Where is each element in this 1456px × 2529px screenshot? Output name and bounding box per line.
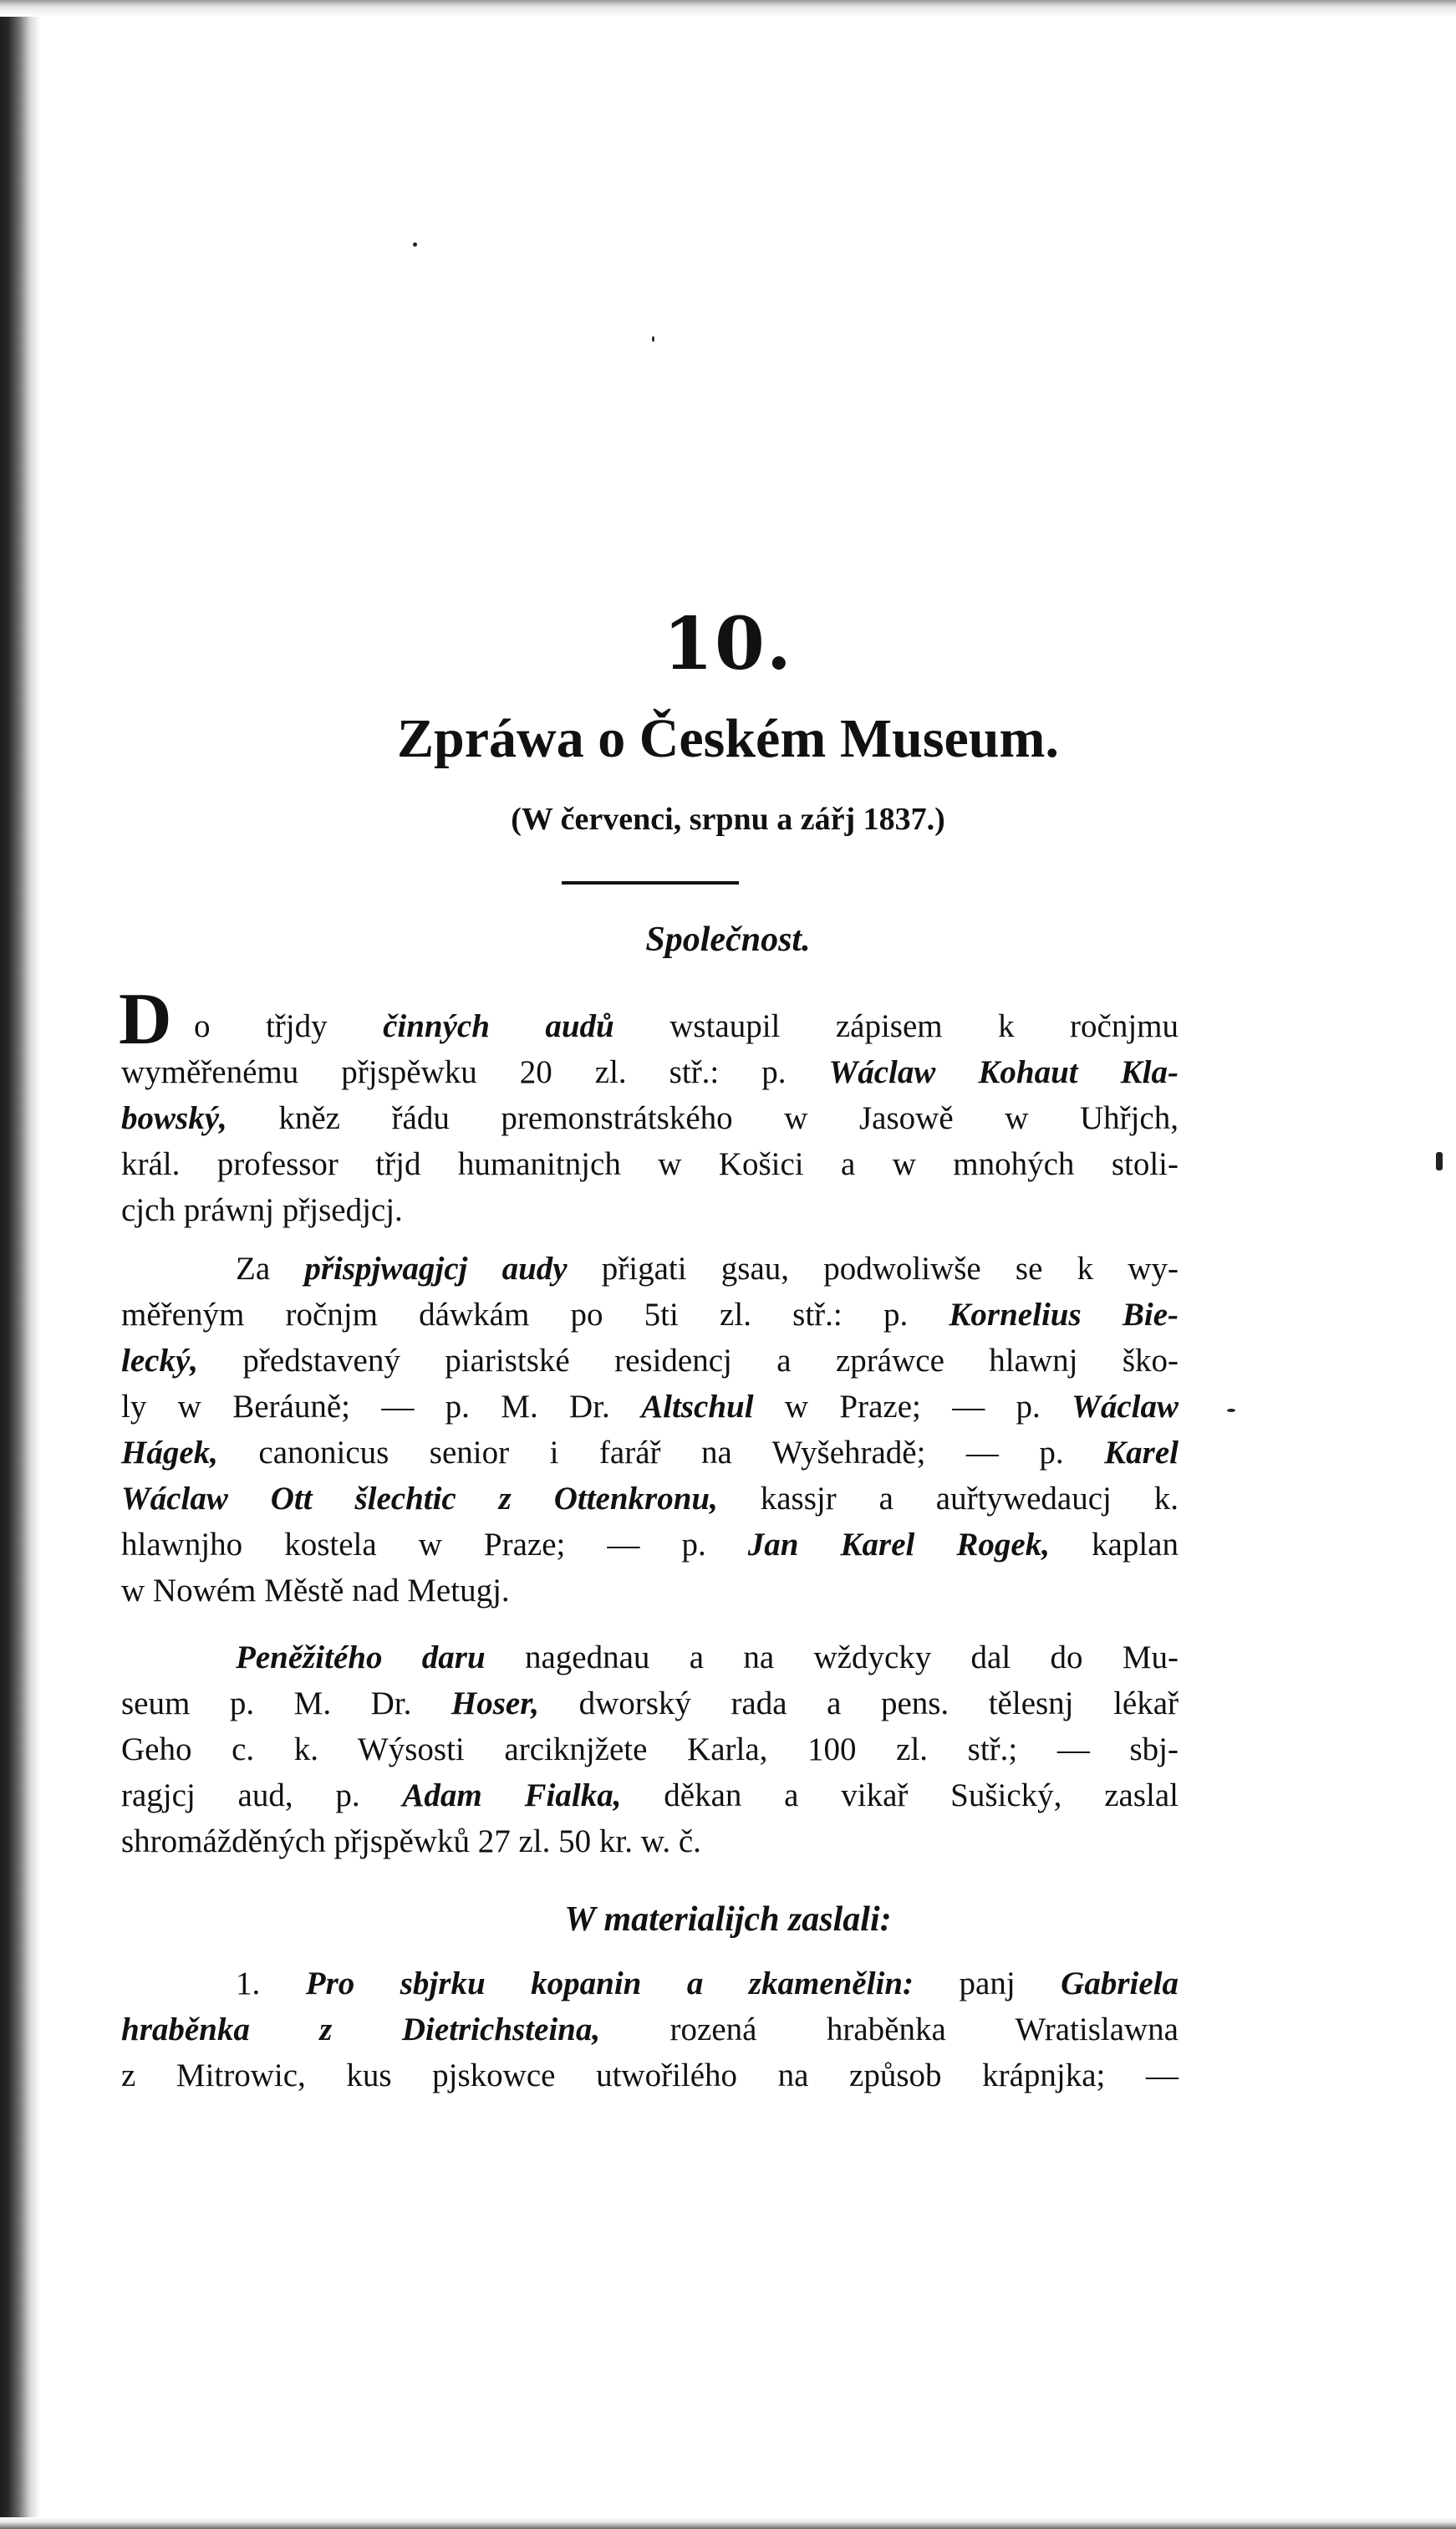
italic-name-run: lecký, (121, 1343, 199, 1379)
text-line: lecký, představený piaristské residencj a zpráwce hlawnj ško- (121, 1343, 1179, 1379)
italic-name-run: Wáclaw Kohaut Kla- (828, 1054, 1179, 1090)
scan-speck (1436, 1152, 1443, 1170)
materials-heading: W materialijch zaslali: (564, 1900, 892, 1939)
page-top-edge (0, 0, 1456, 17)
italic-name-run: Gabriela (1061, 1966, 1179, 2001)
italic-name-run: činných audů (383, 1008, 614, 1044)
society-heading: Společnost. (645, 920, 811, 959)
italic-name-run: Karel (1104, 1435, 1179, 1471)
scan-speck (652, 336, 654, 342)
text-line: w Nowém Městě nad Metugj. (121, 1573, 510, 1609)
italic-name-run: bowský, (121, 1100, 227, 1136)
italic-name-run: Pro sbjrku kopanin a zkamenělin: (305, 1966, 914, 2001)
text-line: Wáclaw Ott šlechtic z Ottenkronu, kassjr a auřtywedaucj k. (121, 1481, 1179, 1517)
date-subtitle: (W červenci, srpnu a zářj 1837.) (511, 802, 945, 837)
scan-speck (1227, 1409, 1235, 1412)
drop-cap: D (119, 979, 172, 1060)
italic-name-run: Jan Karel Rogek, (747, 1527, 1050, 1563)
text-line: král. professor třjd humanitnjch w Košici a w mnohých stoli- (121, 1146, 1179, 1182)
text-line: ly w Beráuně; — p. M. Dr. Altschul w Praze; — p. Wáclaw (121, 1389, 1179, 1425)
text-line: bowský, kněz řádu premonstrátského w Jasowě w Uhřjch, (121, 1100, 1179, 1136)
text-line: Geho c. k. Wýsosti arciknjžete Karla, 100 zl. stř.; — sbj- (121, 1731, 1179, 1767)
title-divider-rule (562, 881, 739, 885)
text-line: hlawnjho kostela w Praze; — p. Jan Karel Rogek, kaplan (121, 1527, 1179, 1563)
section-number: 10. (663, 602, 793, 686)
italic-name-run: Hágek, (121, 1435, 218, 1471)
italic-name-run: Wáclaw (1072, 1389, 1179, 1425)
italic-name-run: Peněžitého daru (236, 1639, 486, 1675)
italic-name-run: Kornelius Bie- (949, 1297, 1179, 1333)
text-line: cjch práwnj přjsedjcj. (121, 1192, 403, 1228)
italic-name-run: Hoser, (451, 1685, 540, 1721)
italic-name-run: přispjwagjcj audy (304, 1251, 568, 1287)
text-line: Za přispjwagjcj audy přigati gsau, podwoliwše se k wy- (236, 1251, 1179, 1287)
italic-name-run: Altschul (641, 1389, 754, 1425)
text-line: Hágek, canonicus senior i farář na Wyšehradě; — p. Karel (121, 1435, 1179, 1471)
page-title: Zpráwa o Českém Museum. (397, 708, 1059, 769)
book-binding-edge (0, 0, 40, 2529)
scan-speck (413, 242, 417, 247)
text-line: hraběnka z Dietrichsteina, rozená hraběnka Wratislawna (121, 2011, 1179, 2047)
text-line: měřeným ročnjm dáwkám po 5ti zl. stř.: p. Kornelius Bie- (121, 1297, 1179, 1333)
text-line: Peněžitého daru nagednau a na wždycky dal do Mu- (236, 1639, 1179, 1675)
text-line: seum p. M. Dr. Hoser, dworský rada a pens. tělesnj lékař (121, 1685, 1179, 1721)
page-bottom-edge (0, 2517, 1456, 2529)
italic-name-run: hraběnka z Dietrichsteina, (121, 2011, 601, 2047)
text-line: ragjcj aud, p. Adam Fialka, děkan a vikař Sušický, zaslal (121, 1777, 1179, 1813)
text-line: z Mitrowic, kus pjskowce utwořilého na způsob krápnjka; — (121, 2057, 1179, 2093)
text-line: o třjdy činných audů wstaupil zápisem k ročnjmu (194, 1008, 1179, 1044)
italic-name-run: Adam Fialka, (402, 1777, 622, 1813)
text-line: wyměřenému přjspěwku 20 zl. stř.: p. Wáclaw Kohaut Kla- (121, 1054, 1179, 1090)
text-line: 1. Pro sbjrku kopanin a zkamenělin: panj Gabriela (236, 1966, 1179, 2001)
italic-name-run: Wáclaw Ott šlechtic z Ottenkronu, (121, 1481, 718, 1517)
text-line: shromážděných přjspěwků 27 zl. 50 kr. w. č. (121, 1823, 701, 1859)
